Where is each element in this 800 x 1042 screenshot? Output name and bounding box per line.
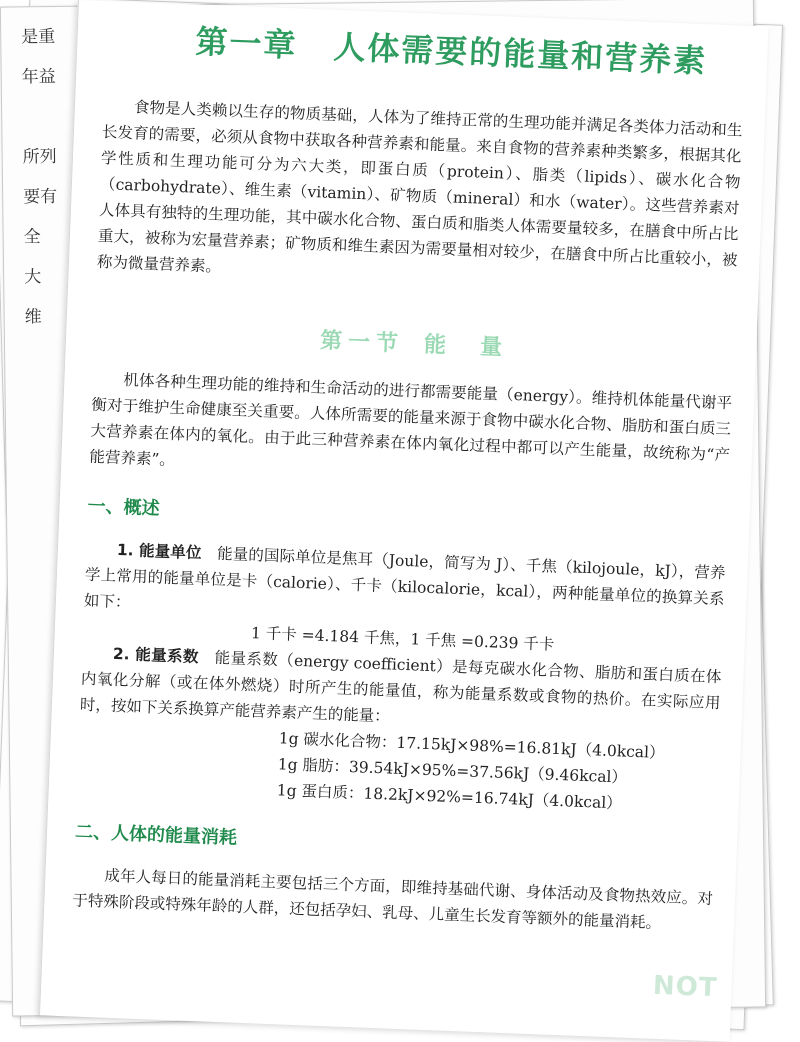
unit-conversion: 1 千卡 =4.184 千焦，1 千焦 =0.239 千卡 [250,624,555,654]
section-number: 第一节 [319,327,405,357]
subsection-heading: 二、人体的能量消耗 [74,821,238,849]
back-page-line: 所列 [22,146,57,168]
formula-protein: 1g 蛋白质：18.2kJ×92%=16.74kJ（4.0kcal） [276,781,623,813]
item-text: 能量的国际单位是焦耳（Joule，简写为 J）、千焦（kilojoule，kJ），营养学上常用的能量单位是卡（calorie）、千卡（kilocalorie，kcal），两种能量单位的换算关系如下： [83,544,726,612]
item-label: 2. 能量系数 [112,644,200,667]
book-page [39,0,768,1042]
energy-consumption-paragraph: 成年人每日的能量消耗主要包括三个方面，即维持基础代谢、身体活动及食物热效应。对于特殊阶段或特殊年龄的人群，还包括孕妇、乳母、儿童生长发育等额外的能量消耗。 [72,866,714,933]
subsection-heading: 一、概述 [87,495,160,520]
section-title [94,315,735,371]
item-text: 能量系数（energy coefficient）是每克碳水化合物、脂肪和蛋白质在体内氧化分解（或在体外燃烧）时所产生的能量值，称为能量系数或食物的热价。在实际应用时，按如下关系换算产能营养素产生的能量： [79,648,722,726]
item-label: 1. 能量单位 [116,540,202,563]
back-page-line: 全 [23,227,41,248]
back-page-line: 是重 [21,26,56,48]
page-content [72,1,747,938]
chapter-title [195,17,746,84]
back-page-line: 要有 [23,186,58,208]
back-page-line [22,97,62,137]
chapter-name: 人体需要的能量和营养素 [332,27,708,81]
intro-paragraph: 食物是人类赖以生存的物质基础，人体为了维持正常的生理功能并满足各类体力活动和生长发育的需要，必须从食物中获取各种营养素和能量。来自食物的营养素种类繁多，根据其化学性质和生理功能可分为六大类，即蛋白质（protein）、脂类（lipids）、碳水化合物（carbohydrate）、维生素（vitamin）、矿物质（mineral）和水（water）。这些营养素对人体具有独特的生理功能，其中碳水化合物、蛋白质和脂类人体需要量较多，在膳食中所占比重大，被称为宏量营养素；矿物质和维生素因为需要量相对较少，在膳食中所占比重较小，被称为微量营养素。 [96,98,743,276]
section-intro-paragraph: 机体各种生理功能的维持和生命活动的进行都需要能量（energy）。维持机体能量代谢平衡对于维护生命健康至关重要。人体所需要的能量来源于食物中碳水化合物、脂肪和蛋白质三大营养素在体内的氧化。由于此三种营养素在体内氧化过程中都可以产生能量，故统称为“产能营养素”。 [89,371,733,470]
formula-carbohydrate: 1g 碳水化合物：17.15kJ×98%=16.81kJ（4.0kcal） [278,729,665,763]
page-watermark: NOT [652,970,719,1004]
back-page-text [21,17,66,437]
formula-fat: 1g 脂肪：39.54kJ×95%=37.56kJ（9.46kcal） [277,755,628,787]
back-page-line: 年益 [21,66,56,88]
chapter-number: 第一章 [194,22,299,65]
section-name: 能 量 [423,331,509,361]
back-page-line: 大 [24,267,42,288]
back-page-line: 维 [24,307,42,328]
